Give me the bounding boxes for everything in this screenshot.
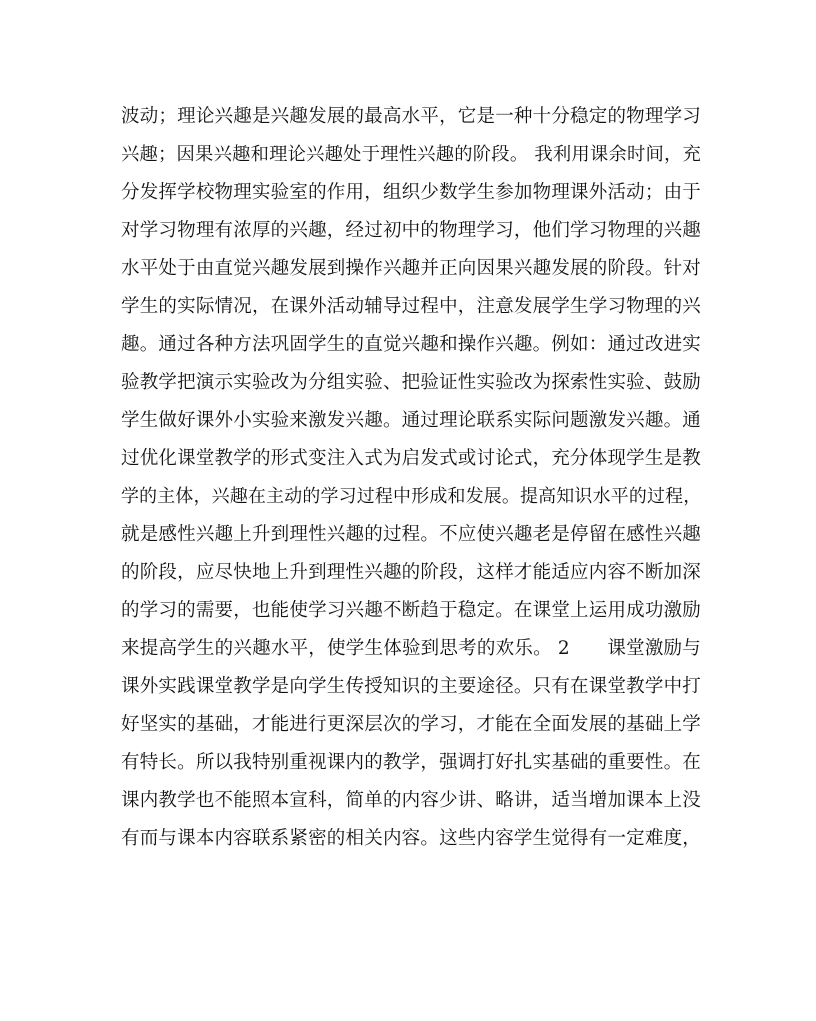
text-line: 课外实践课堂教学是向学生传授知识的主要途径。只有在课堂教学中打 bbox=[121, 676, 701, 697]
text-line: 的学习的需要，也能使学习兴趣不断趋于稳定。在课堂上运用成功激励 bbox=[121, 600, 701, 621]
text-line: 水平处于由直觉兴趣发展到操作兴趣并正向因果兴趣发展的阶段。针对 bbox=[121, 258, 701, 279]
text-line: 好坚实的基础，才能进行更深层次的学习，才能在全面发展的基础上学 bbox=[121, 714, 701, 735]
text-line: 验教学把演示实验改为分组实验、把验证性实验改为探索性实验、鼓励 bbox=[121, 372, 701, 393]
text-line: 来提高学生的兴趣水平，使学生体验到思考的欢乐。 2 课堂激励与 bbox=[121, 638, 701, 659]
text-line: 过优化课堂教学的形式变注入式为启发式或讨论式，充分体现学生是教 bbox=[121, 448, 701, 469]
text-line: 趣。通过各种方法巩固学生的直觉兴趣和操作兴趣。例如：通过改进实 bbox=[121, 334, 701, 355]
text-line: 对学习物理有浓厚的兴趣，经过初中的物理学习，他们学习物理的兴趣 bbox=[121, 220, 701, 241]
text-line: 课内教学也不能照本宣科，简单的内容少讲、略讲，适当增加课本上没 bbox=[121, 790, 701, 811]
text-line: 分发挥学校物理实验室的作用，组织少数学生参加物理课外活动；由于 bbox=[121, 182, 701, 203]
text-line: 学的主体，兴趣在主动的学习过程中形成和发展。提高知识水平的过程， bbox=[121, 486, 702, 507]
text-line: 的阶段，应尽快地上升到理性兴趣的阶段，这样才能适应内容不断加深 bbox=[121, 562, 701, 583]
text-line: 学生的实际情况，在课外活动辅导过程中，注意发展学生学习物理的兴 bbox=[121, 296, 701, 317]
text-line: 学生做好课外小实验来激发兴趣。通过理论联系实际问题激发兴趣。通 bbox=[121, 410, 701, 431]
text-line: 兴趣；因果兴趣和理论兴趣处于理性兴趣的阶段。 我利用课余时间，充 bbox=[121, 144, 701, 165]
text-line: 就是感性兴趣上升到理性兴趣的过程。不应使兴趣老是停留在感性兴趣 bbox=[121, 524, 701, 545]
body-text bbox=[121, 98, 701, 858]
text-line: 有特长。所以我特别重视课内的教学，强调打好扎实基础的重要性。在 bbox=[121, 752, 701, 773]
text-line: 波动；理论兴趣是兴趣发展的最高水平，它是一种十分稳定的物理学习 bbox=[121, 106, 701, 127]
text-line: 有而与课本内容联系紧密的相关内容。这些内容学生觉得有一定难度， bbox=[121, 828, 701, 849]
